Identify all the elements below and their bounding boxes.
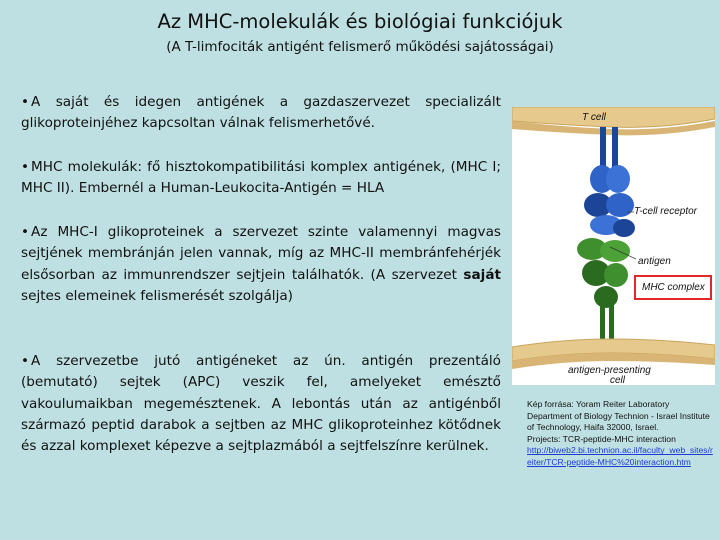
- bullet-dot: •: [21, 94, 30, 110]
- tcr-domain: [613, 219, 635, 237]
- tcr-label: T-cell receptor: [634, 206, 697, 217]
- bullet-text-part: Az MHC-I glikoproteinek a szervezet szinte valamennyi magvas sejtjének membránján jelen vannak, míg az MHC-II membránfehérjék elsősorban az immunrendszer sejtjein találhatók. (A szervezet: [21, 224, 501, 283]
- bullet-item: [21, 157, 501, 200]
- mhc-complex-highlight: [634, 275, 712, 300]
- apc-label-line2: cell: [610, 375, 626, 386]
- bullet-text: A saját és idegen antigének a gazdaszervezet specializált glikoproteinjéhez kapcsoltan válnak felismerhetővé.: [21, 94, 501, 132]
- source-link[interactable]: http://biweb2.bi.technion.ac.il/faculty_web_sites/reiter/TCR-peptide-MHC%20interaction.htm: [527, 445, 713, 467]
- mhc-domain: [604, 263, 628, 287]
- tcr-stalk: [612, 127, 618, 167]
- bullet-text: MHC molekulák: fő hisztokompatibilitási komplex antigének, (MHC I; MHC II). Embernél a Human-Leukocita-Antigén = HLA: [21, 159, 501, 197]
- mhc-complex-label: MHC complex: [642, 282, 705, 293]
- mhc-domain: [594, 286, 618, 308]
- t-cell-label: T cell: [582, 112, 606, 123]
- bullet-item: [21, 351, 501, 457]
- apc-label: [568, 366, 651, 386]
- bullet-dot: •: [21, 159, 30, 175]
- slide-title: Az MHC-molekulák és biológiai funkciójuk: [157, 10, 563, 33]
- apc-label-line1: antigen-presenting: [568, 365, 651, 376]
- tcr-domain: [606, 193, 634, 217]
- bullet-item: [21, 92, 501, 135]
- bullet-item: [21, 222, 501, 307]
- bullet-dot: •: [21, 224, 30, 240]
- caption-line: Department of Biology Technion - Israel Institute of Technology, Haifa 32000, Israel.: [527, 410, 710, 433]
- bullet-text-part: sejtes elemeinek felismerését szolgálja): [21, 287, 293, 304]
- bullet-text: A szervezetbe jutó antigéneket az ún. antigén prezentáló (bemutató) sejtek (APC) veszik fel, amelyeket emésztő vakoulumaikban megemésztenek. A lebontás után az antigénből származó peptid darabok a sejtben az MHC glikoproteinhez kötődnek és azzal komplexet képezve a sejtplazmából a sejtfelszínre kerülnek.: [21, 353, 501, 455]
- caption-line: Projects: TCR-peptide-MHC interaction: [527, 433, 676, 444]
- caption-line: Kép forrása: Yoram Reiter Laboratory: [527, 399, 670, 409]
- tcr-mhc-illustration: [512, 107, 715, 385]
- tcr-mhc-diagram: [512, 107, 715, 385]
- image-source-caption: [527, 399, 717, 469]
- tcr-stalk: [600, 127, 606, 167]
- bullet-dot: •: [21, 353, 30, 369]
- mhc-domain: [600, 240, 630, 262]
- tcr-domain: [606, 165, 630, 193]
- bullet-bold-word: saját: [463, 266, 501, 283]
- slide-subtitle: (A T-limfociták antigént felismerő működési sajátosságai): [166, 39, 554, 55]
- antigen-label: antigen: [638, 256, 671, 267]
